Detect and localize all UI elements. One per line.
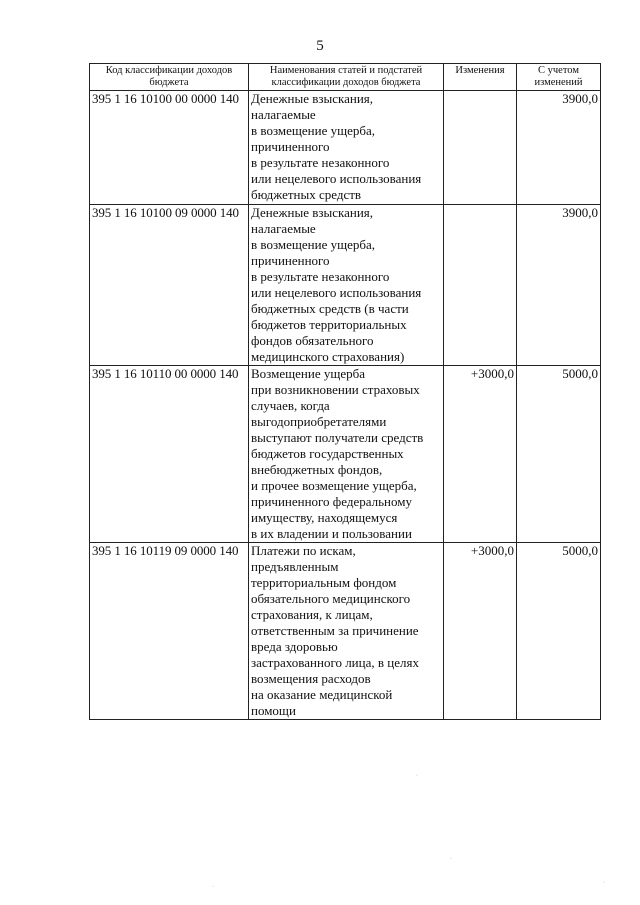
total-value: 5000,0 xyxy=(517,366,601,543)
item-name-line: налагаемые xyxy=(251,221,316,236)
item-name-line: обязательного медицинского xyxy=(251,591,411,606)
scan-speck: · xyxy=(212,884,214,890)
item-name-line: Возмещение ущерба xyxy=(251,366,365,381)
classification-code: 395 1 16 10100 09 0000 140 xyxy=(90,205,249,366)
item-name-line: при возникновении страховых xyxy=(251,382,420,397)
item-name-line: в результате незаконного xyxy=(251,269,390,284)
item-name-line: бюджетных средств xyxy=(251,187,362,202)
item-name-line: страхования, к лицам, xyxy=(251,607,373,622)
table-row xyxy=(90,91,601,205)
item-name-line: застрахованного лица, в целях xyxy=(251,655,419,670)
item-name-line: причиненного xyxy=(251,139,330,154)
item-name-line: Платежи по искам, xyxy=(251,543,356,558)
item-name xyxy=(249,205,444,366)
item-name-line: предъявленным xyxy=(251,559,339,574)
item-name-line: Денежные взыскания, xyxy=(251,91,374,106)
item-name-line: Денежные взыскания, xyxy=(251,205,374,220)
total-value: 5000,0 xyxy=(517,543,601,720)
table-row xyxy=(90,205,601,366)
item-name-line: бюджетов государственных xyxy=(251,446,404,461)
item-name-line: бюджетов территориальных xyxy=(251,317,407,332)
table-row xyxy=(90,543,601,720)
item-name-line: вреда здоровью xyxy=(251,639,338,654)
item-name-line: и прочее возмещение ущерба, xyxy=(251,478,417,493)
header-code: Код классификации доходов бюджета xyxy=(90,64,249,91)
scan-speck: · xyxy=(416,773,418,779)
item-name-line: причиненного федеральному xyxy=(251,494,412,509)
item-name-line: выгодоприобретателями xyxy=(251,414,387,429)
change-value: +3000,0 xyxy=(444,543,517,720)
item-name xyxy=(249,91,444,205)
item-name-line: выступают получатели средств xyxy=(251,430,424,445)
classification-code: 395 1 16 10110 00 0000 140 xyxy=(90,366,249,543)
page-number: 5 xyxy=(316,38,324,54)
scan-speck: · xyxy=(450,856,452,862)
budget-income-table xyxy=(89,63,601,720)
change-value xyxy=(444,205,517,366)
item-name-line: внебюджетных фондов, xyxy=(251,462,383,477)
change-value: +3000,0 xyxy=(444,366,517,543)
header-name: Наименования статей и подстатей классификации доходов бюджета xyxy=(249,64,444,91)
item-name-line: бюджетных средств (в части xyxy=(251,301,409,316)
item-name-line: помощи xyxy=(251,703,296,718)
item-name-line: причиненного xyxy=(251,253,330,268)
item-name-line: случаев, когда xyxy=(251,398,330,413)
header-change: Изменения xyxy=(444,64,517,91)
change-value xyxy=(444,91,517,205)
total-value: 3900,0 xyxy=(517,205,601,366)
scan-speck: · xyxy=(603,880,605,886)
item-name-line: в результате незаконного xyxy=(251,155,390,170)
table-row xyxy=(90,366,601,543)
header-total: С учетом изменений xyxy=(517,64,601,91)
item-name xyxy=(249,366,444,543)
table-header-row xyxy=(90,64,601,91)
item-name-line: на оказание медицинской xyxy=(251,687,393,702)
item-name-line: в их владении и пользовании xyxy=(251,526,412,541)
item-name-line: или нецелевого использования xyxy=(251,285,422,300)
item-name-line: в возмещение ущерба, xyxy=(251,237,376,252)
classification-code: 395 1 16 10119 09 0000 140 xyxy=(90,543,249,720)
item-name-line: возмещения расходов xyxy=(251,671,371,686)
item-name-line: ответственным за причинение xyxy=(251,623,419,638)
item-name-line: налагаемые xyxy=(251,107,316,122)
item-name-line: в возмещение ущерба, xyxy=(251,123,376,138)
classification-code: 395 1 16 10100 00 0000 140 xyxy=(90,91,249,205)
item-name xyxy=(249,543,444,720)
item-name-line: медицинского страхования) xyxy=(251,349,405,364)
item-name-line: имуществу, находящемуся xyxy=(251,510,398,525)
item-name-line: или нецелевого использования xyxy=(251,171,422,186)
total-value: 3900,0 xyxy=(517,91,601,205)
item-name-line: территориальным фондом xyxy=(251,575,397,590)
item-name-line: фондов обязательного xyxy=(251,333,374,348)
